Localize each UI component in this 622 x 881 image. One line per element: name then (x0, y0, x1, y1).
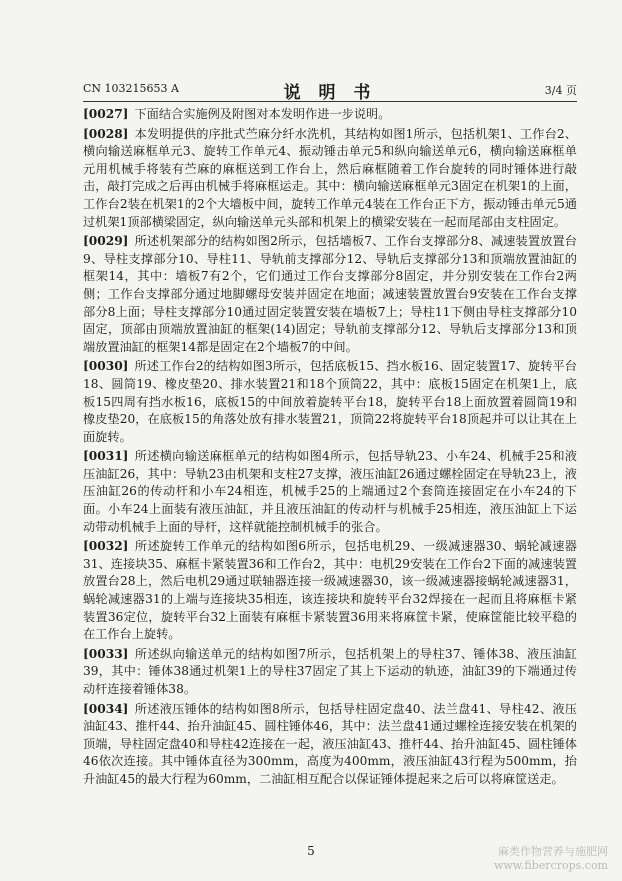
paragraph-number: [0034] (83, 701, 129, 716)
paragraph-text: 本发明提供的序批式苎麻分纤水洗机，其结构如图1所示，包括机架1、工作台2、横向输送麻框单元3、旋转工作单元4、振动锤击单元5和纵向输送单元6，横向输送麻框单元用机械手将装有苎麻的麻框送到工作台上，然后麻框随着工作台旋转的同时锤体进行敲击，敲打完成之后再由机械手将麻框运走。其中：横向输送麻框单元3固定在机架1的上面，工作台2装在机架1的2个大墙板中间，旋转工作单元4装在工作台正下方，振动锤击单元5通过机架1顶部横梁固定，纵向输送单元头部和机架上的横梁安装在一起而尾部由支柱固定。 (83, 126, 577, 229)
paragraph-text: 所述工作台2的结构如图3所示，包括底板15、挡水板16、固定装置17、旋转平台18、圆筒19、橡皮垫20、排水装置21和18个顶筒22，其中：底板15固定在机架1上，底板15四周有挡水板16，底板15的中间放着旋转平台18，旋转平台18上面放置着圆筒19和橡皮垫20，在底板15的角落处放有排水装置21，顶筒22将旋转平台18顶起并可以让其在上面旋转。 (83, 359, 577, 444)
watermark-url: www.fibercrops.com (493, 859, 608, 872)
watermark-site-name: 麻类作物营养与施肥网 (498, 845, 608, 858)
paragraph-0033 (83, 646, 577, 699)
header-rule (83, 101, 577, 102)
document-title: 说 明 书 (283, 83, 377, 103)
paragraph-0034 (83, 701, 577, 789)
paragraph-0029 (83, 233, 577, 356)
paragraph-number: [0028] (83, 126, 129, 141)
paragraph-text: 所述旋转工作单元的结构如图6所示，包括电机29、一级减速器30、蜗轮减速器31、连接块35、麻框卡紧装置36和工作台2，其中：电机29安装在工作台2下面的减速装置放置台28上，然后电机29通过联轴器连接一级减速器30，该一级减速器接蜗轮减速器31，蜗轮减速器31的上端与连接块35相连，该连接块和旋转平台32焊接在一起而且将麻框卡紧装置36定位，旋转平台32上面装有麻框卡紧装置36用来将麻筐卡紧，使麻筐能比较平稳的在工作台上旋转。 (83, 539, 577, 642)
paragraph-0030 (83, 358, 577, 446)
document-header (83, 78, 577, 103)
paragraph-0032 (83, 538, 577, 644)
page-indicator: 3/4 页 (544, 84, 577, 97)
paragraph-number: [0033] (83, 646, 129, 661)
paragraph-number: [0032] (83, 539, 129, 554)
paragraph-text: 所述液压锤体的结构如图8所示，包括导柱固定盘40、法兰盘41、导柱42、液压油缸43、推杆44、抬升油缸45、圆柱锤体46，其中：法兰盘41通过螺栓连接安装在机架的顶端，导柱固定盘40和导柱42连接在一起，液压油缸43、推杆44、抬升油缸45、圆柱锤体46依次连接。其中锤体直径为300mm，高度为400mm，液压油缸43行程为500mm，抬升油缸45的最大行程为60mm，二油缸相互配合以保证锤体提起来之后可以将麻筐送走。 (83, 701, 577, 786)
paragraph-0028 (83, 126, 577, 232)
paragraph-text: 所述横向输送麻框单元的结构如图4所示，包括导轨23、小车24、机械手25和液压油缸26，其中：导轨23由机架和支柱27支撑，液压油缸26通过螺栓固定在导轨23上，液压油缸26的传动杆和小车24相连，机械手25的上端通过2个套筒连接固定在小车24的下面。小车24上面装有液压油缸，并且液压油缸的传动杆与机械手25相连，液压油缸上下运动带动机械手上面的导杆，这样就能控制机械手的张合。 (83, 449, 577, 534)
paragraph-number: [0029] (83, 234, 129, 249)
paragraph-text: 所述纵向输送单元的结构如图7所示，包括机架上的导柱37、锤体38、液压油缸39，其中：锤体38通过机架1上的导柱37固定了其上下运动的轨迹，油缸39的下端通过传动杆连接着锤体38。 (83, 646, 577, 696)
paragraph-number: [0030] (83, 359, 129, 374)
paragraph-text: 所述机架部分的结构如图2所示，包括墙板7、工作台支撑部分8、减速装置放置台9、导柱支撑部分10、导柱11、导轨前支撑部分12、导轨后支撑部分13和顶端放置油缸的框架14，其中：墙板7有2个，它们通过工作台支撑部分8固定，并分别安装在工作台2两侧；工作台支撑部分通过地脚螺母安装并固定在地面；减速装置放置台9安装在工作台支撑部分8上面；导柱支撑部分10通过固定装置安装在墙板7上；导柱11下侧由导柱支撑部分10固定，顶部由顶端放置油缸的框架(14)固定；导轨前支撑部分12、导轨后支撑部分13和顶端放置油缸的框架14都是固定在2个墙板7的中间。 (83, 234, 577, 354)
patent-number: CN 103215653 A (83, 82, 179, 95)
document-body (83, 106, 577, 791)
paragraph-0027 (83, 106, 577, 124)
paragraph-0031 (83, 448, 577, 536)
page-number: 5 (307, 844, 315, 858)
paragraph-number: [0027] (83, 107, 129, 121)
watermark (494, 845, 608, 873)
paragraph-number: [0031] (83, 449, 129, 464)
paragraph-text: 下面结合实施例及附图对本发明作进一步说明。 (134, 107, 391, 121)
